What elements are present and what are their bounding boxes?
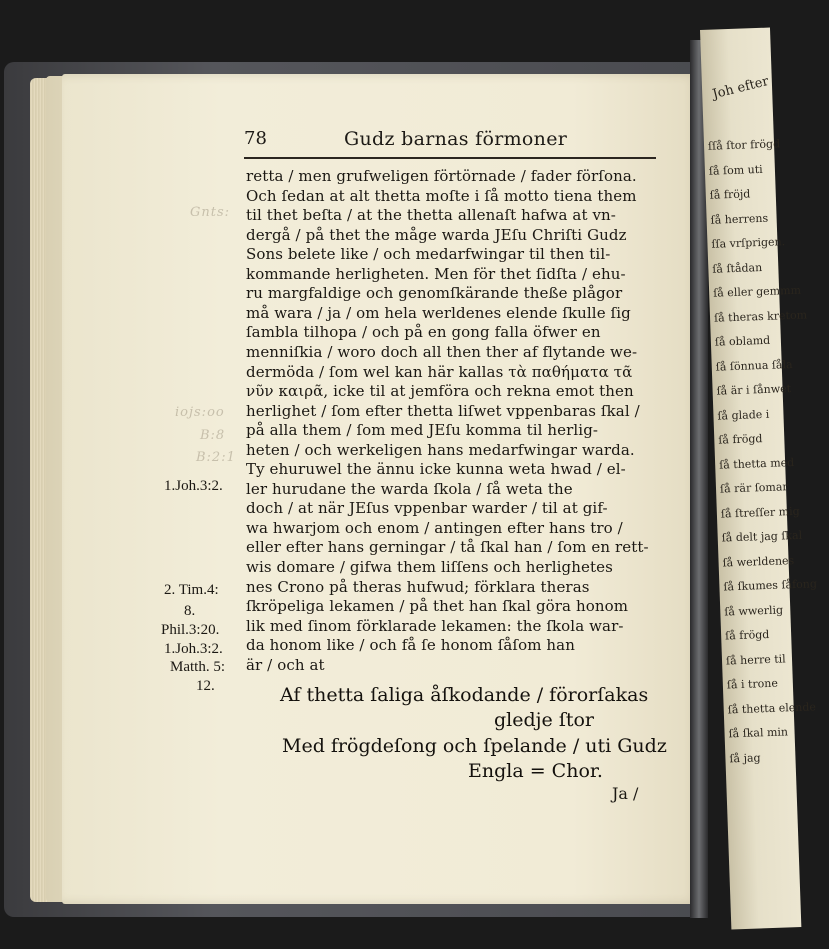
body-line: da honom like / och få ſe honom ſåſom han bbox=[246, 636, 575, 655]
facing-page-fragment: ſå delt jag ſkal bbox=[721, 528, 803, 545]
body-line: Och ſedan at alt thetta moſte i ſå motto tiena them bbox=[246, 186, 637, 205]
body-line: ſkröpeliga lekamen / på thet han ſkal göra honom bbox=[246, 597, 629, 616]
facing-page-fragment: ſå ſom uti bbox=[708, 162, 763, 178]
facing-page-fragment: ſå jag bbox=[729, 750, 761, 765]
bleed-through-text: B:8 bbox=[200, 428, 226, 443]
body-line: retta / men grufweligen förtörnade / fader förſona. bbox=[246, 167, 637, 185]
facing-page-fragment: ſå är i ſånwet bbox=[716, 382, 792, 398]
facing-page-fragment: ſå herre til bbox=[725, 651, 786, 667]
body-line: dermöda / ſom wel kan här kallas τὰ παθήματα τᾶ bbox=[246, 362, 633, 381]
body-line: heten / och werkeligen hans medarfwingar warda. bbox=[246, 440, 635, 459]
facing-page-fragment: ſå i trone bbox=[726, 676, 779, 692]
facing-page-fragment: ſå ſtreſſer mig bbox=[720, 504, 800, 521]
facing-page-fragment: ſå rär ſomar bbox=[719, 480, 788, 496]
body-line: dergå / på thet the måge warda JEſu Chriſti Gudz bbox=[246, 225, 627, 244]
running-head bbox=[244, 128, 654, 150]
margin-reference: 1.Joh.3:2. bbox=[164, 641, 223, 657]
facing-page-fragment: ſå frögd bbox=[718, 432, 763, 447]
body-line: νῦν καιρᾶ, icke til at jemföra och rekna emot then bbox=[246, 382, 634, 401]
facing-page-fragment: ſå thetta elende bbox=[727, 699, 817, 716]
body-line: må wara / ja / om hela werldenes elende ſkulle ſig bbox=[246, 303, 631, 322]
body-line: kommande herligheten. Men för thet ſidſta / ehu- bbox=[246, 264, 626, 283]
catchword: Ja / bbox=[612, 784, 639, 803]
facing-page-fragment: ſå eller gemmm bbox=[712, 283, 802, 300]
body-line: menniſkia / woro doch all then ther af flytande we- bbox=[246, 342, 638, 361]
facing-page-fragment: ſſa vrſprigen. bbox=[711, 235, 786, 251]
facing-page-fragment: ſå herrens bbox=[710, 211, 769, 227]
margin-reference: 2. Tim.4: bbox=[164, 582, 219, 598]
margin-reference: 8. bbox=[184, 603, 196, 619]
body-line: wa hwarjom och enom / antingen efter hans tro / bbox=[246, 518, 623, 537]
facing-page-fragment: ſå glade i bbox=[717, 407, 770, 423]
body-line: wis domare / gifwa them liſſens och herlighetes bbox=[246, 558, 613, 576]
body-line: eller efter hans gerningar / tå ſkal han / ſom en rett- bbox=[246, 538, 649, 557]
facing-page-fragment: ſå ſkumes ſåfong bbox=[723, 577, 818, 594]
facing-page-fragment: ſå ſönnua ſåla bbox=[715, 357, 793, 374]
bleed-through-text: iojs:oo bbox=[175, 405, 225, 420]
bleed-through-text: Gnts: bbox=[190, 205, 231, 220]
facing-page-fragment: ſå frögd bbox=[724, 627, 770, 643]
body-line: är / och at bbox=[246, 655, 325, 674]
facing-page-fragment: ſå ſtådan bbox=[712, 260, 763, 276]
body-line: ſambla tilhopa / och på en gong falla öfwer en bbox=[246, 323, 601, 342]
body-line: på alla them / ſom med JEſu komma til herlig- bbox=[246, 421, 599, 440]
facing-page-fragment: ſå wwerlig bbox=[724, 602, 784, 619]
facing-page-fragment: ſå thetta med bbox=[718, 455, 795, 472]
page-number: 78 bbox=[244, 128, 267, 149]
body-line: herlighet / ſom efter thetta liſwet vppenbaras ſkal / bbox=[246, 401, 640, 420]
margin-reference: 12. bbox=[196, 678, 215, 694]
body-line: ler hurudane the warda ſkola / ſå weta the bbox=[246, 479, 573, 498]
body-line: nes Crono på theras hufwud; förklara theras bbox=[246, 577, 590, 596]
header-rule bbox=[244, 157, 656, 159]
bleed-through-text: B:2:1 bbox=[196, 450, 236, 465]
facing-page-fragment: ſſå ſtor frögd bbox=[707, 137, 781, 153]
running-title: Gudz barnas förmoner bbox=[344, 128, 568, 150]
body-line: Ty ehuruwel the ännu icke kunna weta hwad / el- bbox=[246, 460, 626, 479]
facing-page-fragment: ſå theras kretom bbox=[713, 307, 808, 325]
body-line: til thet beſta / at the thetta allenaſt hafwa at vn- bbox=[246, 206, 616, 225]
body-line: doch / at när JEſus vppenbar warder / til at gif- bbox=[246, 499, 608, 518]
facing-page-fragment: ſå oblamd bbox=[714, 333, 771, 349]
margin-reference: Phil.3:20. bbox=[161, 622, 220, 638]
margin-reference: 1.Joh.3:2. bbox=[164, 478, 223, 494]
verse-line: gledje ſtor bbox=[494, 709, 595, 731]
margin-reference: Matth. 5: bbox=[170, 659, 225, 675]
facing-page-fragment: ſå werldenes bbox=[722, 553, 795, 570]
body-line: Sons belete like / och medarfwingar til then til- bbox=[246, 245, 611, 264]
verse-line: Engla = Chor. bbox=[468, 760, 603, 782]
body-line: lik med ſinom förklarade lekamen: the ſkola war- bbox=[246, 616, 624, 635]
facing-page-fragment: ſå ſkal min bbox=[728, 725, 789, 741]
verse-line: Af thetta ſaliga åſkodande / förorſakas bbox=[280, 684, 649, 706]
facing-page-fragment: ſå fröjd bbox=[709, 187, 751, 202]
facing-page-head: Joh efter bbox=[711, 73, 771, 103]
body-line: ru margfaldige och genomſkärande theße plågor bbox=[246, 284, 623, 303]
facing-page bbox=[700, 28, 818, 930]
verse-line: Med frögdeſong och ſpelande / uti Gudz bbox=[282, 735, 667, 757]
